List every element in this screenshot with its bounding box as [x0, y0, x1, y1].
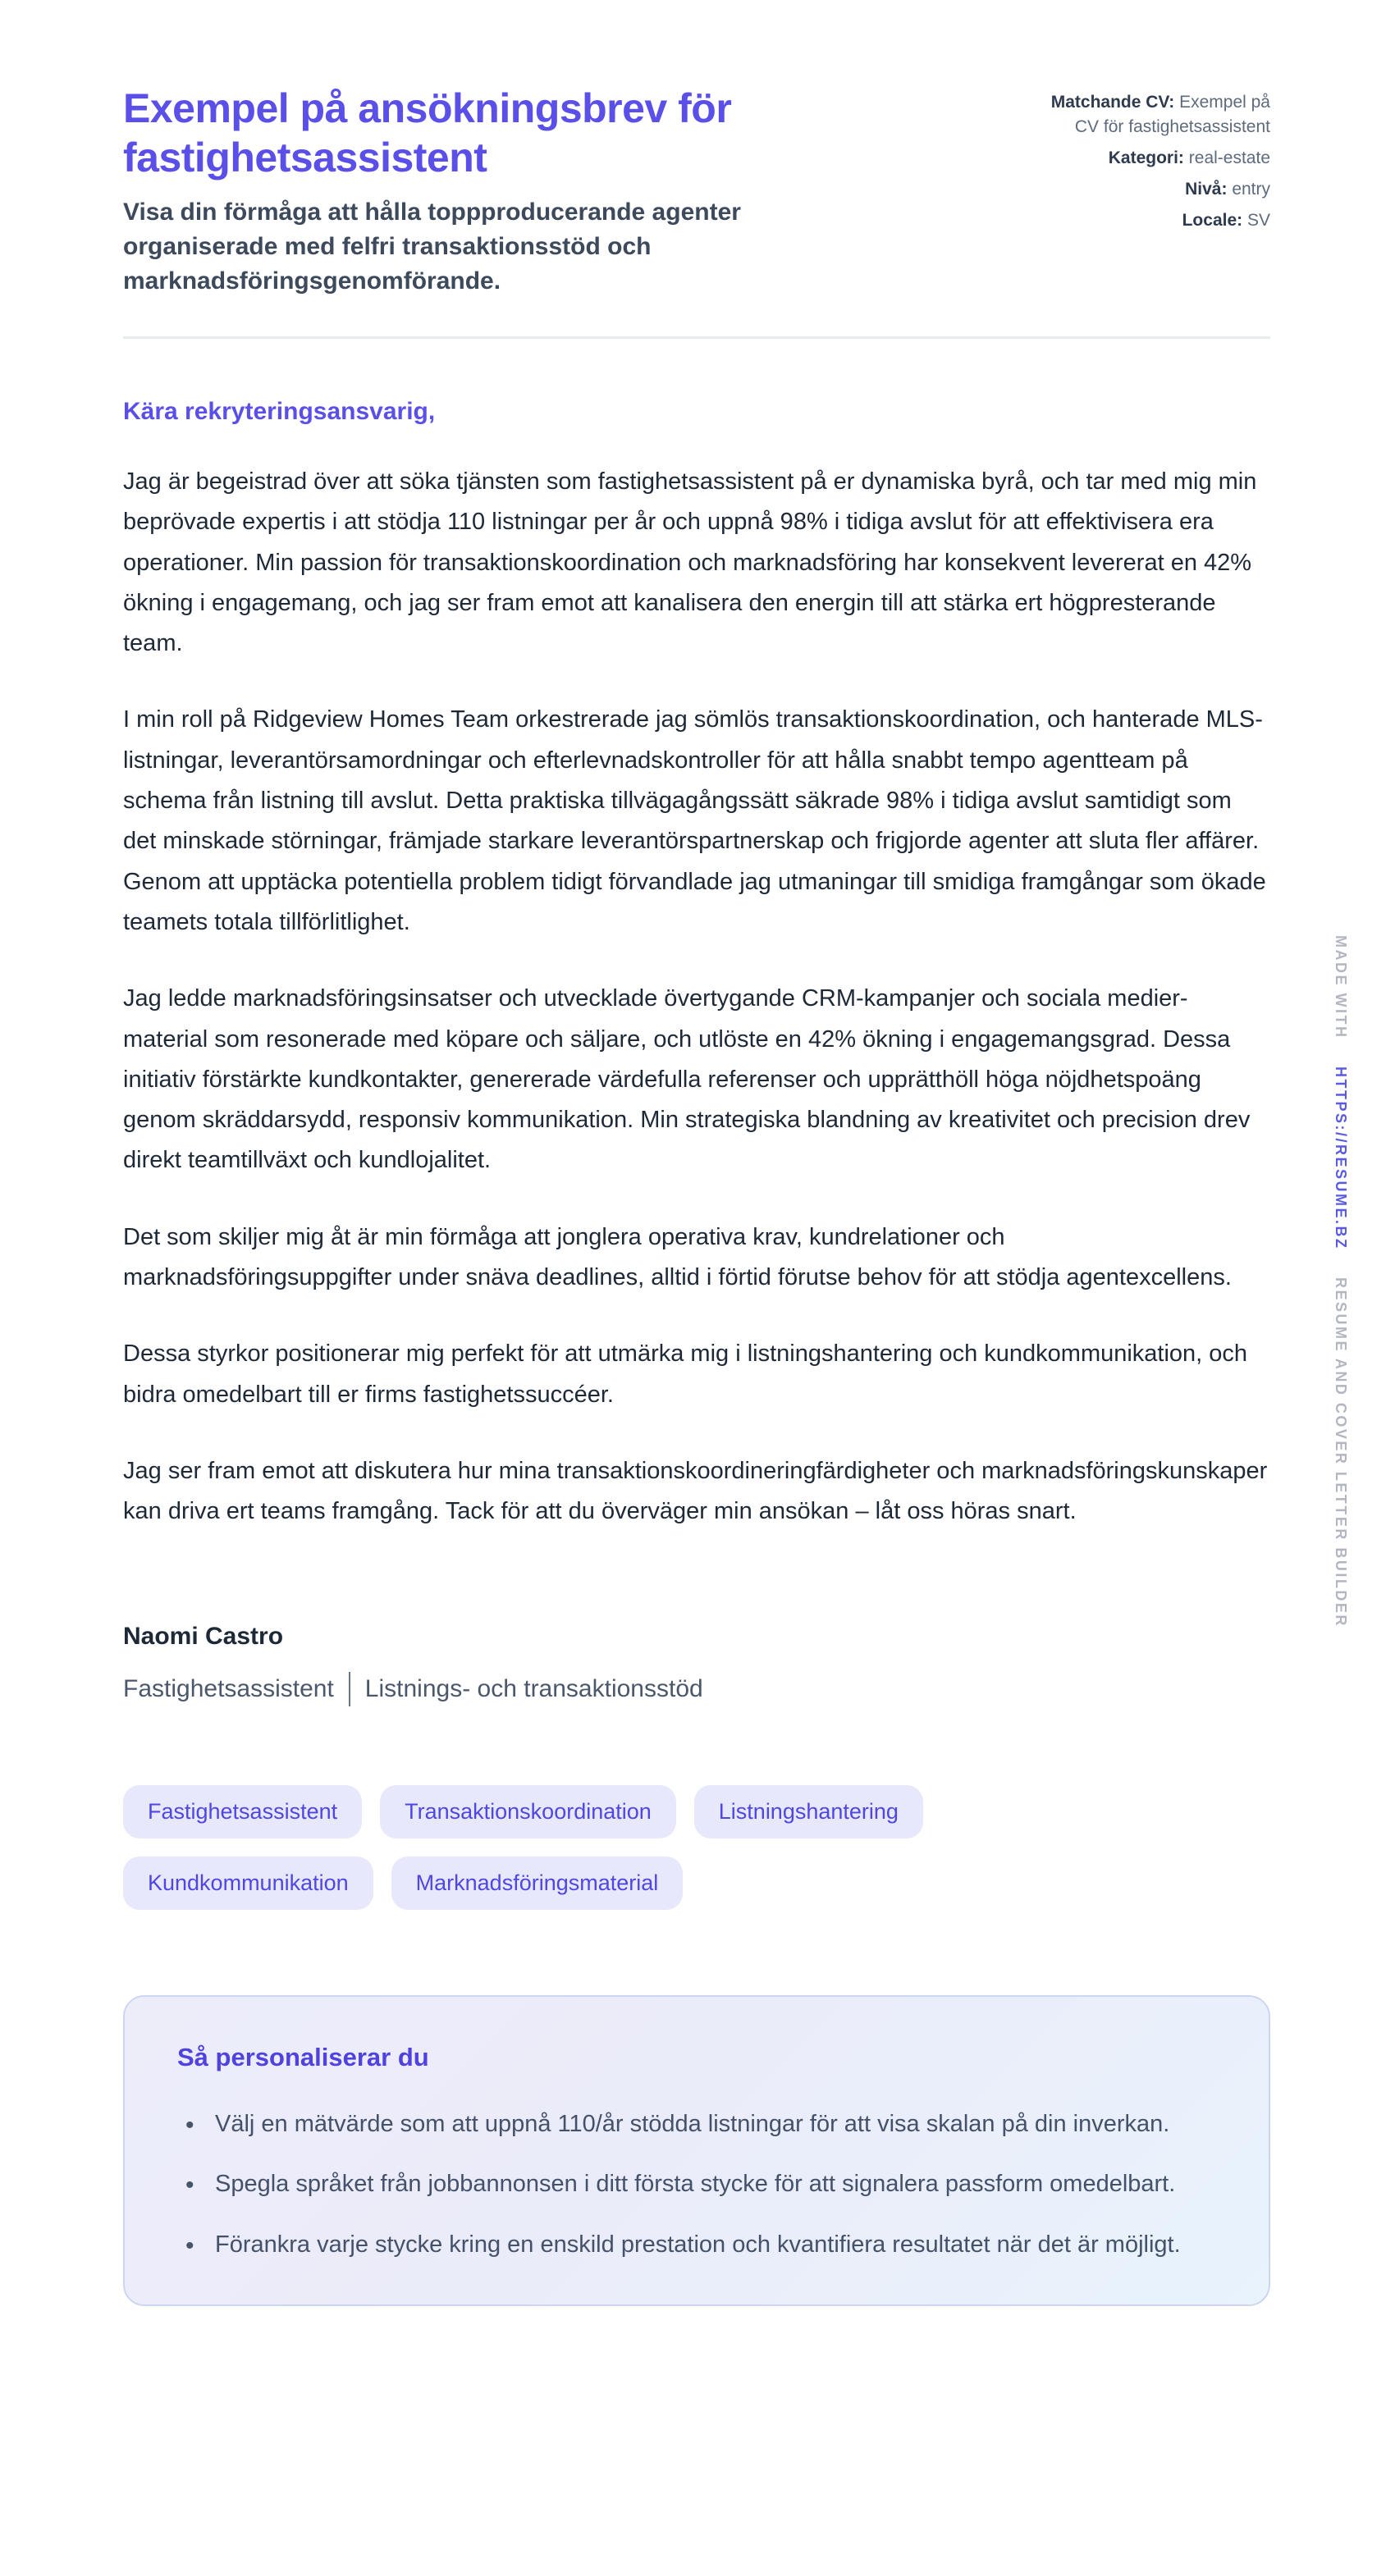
tips-item: • Välj en mätvärde som att uppnå 110/år stödda listningar för att visa skalan på din inverkan.	[177, 2105, 1203, 2144]
signature-name: Naomi Castro	[123, 1622, 284, 1650]
meta-category-value: real-estate	[1188, 148, 1270, 168]
cover-letter-body	[123, 398, 1270, 1706]
letter-paragraph: I min roll på Ridgeview Homes Team orkestrerade jag sömlös transaktionskoordination, och hanterade MLS-listningar, leverantörsamordningar och efterlevnadskontroller för att hålla snabbt tempo agentteam på schema från listning till avslut. Detta praktiska tillvägagångssätt säkrade 98% i tidiga avslut samtidigt som det minskade störningar, främjade starkare leverantörspartnerskap och frigjorde agenter att sluta fler affärer. Genom att upptäcka potentiella problem tidigt förvandlade jag utmaningar till smidiga framgångar som ökade teamets totala tillförlitlighet.	[123, 706, 1266, 935]
signature-role-focus: Listnings- och transaktionsstöd	[364, 1674, 703, 1702]
tips-title: Så personaliserar du	[177, 2042, 429, 2071]
tag-pill: Listningshantering	[694, 1785, 923, 1838]
header-divider	[123, 336, 1270, 339]
meta-level	[1049, 177, 1270, 202]
letter-paragraph: Jag ser fram emot att diskutera hur mina transaktionskoordineringfärdigheter och marknadsföringskunskaper kan driva ert teams framgång. Tack för att du överväger min ansökan – låt oss höras snart.	[123, 1457, 1268, 1525]
tips-item: • Spegla språket från jobbannonsen i ditt första stycke för att signalera passform omedelbart.	[177, 2165, 1203, 2204]
tips-item: • Förankra varje stycke kring en enskild prestation och kvantifiera resultatet när det är möjligt.	[177, 2226, 1203, 2265]
meta-locale	[1049, 208, 1270, 233]
watermark-tagline: RESUME AND COVER LETTER BUILDER	[1333, 1277, 1349, 1628]
letter-greeting: Kära rekryteringsansvarig,	[123, 398, 436, 425]
meta-locale-label: Locale:	[1182, 211, 1243, 231]
meta-level-value: entry	[1232, 180, 1270, 199]
tag-pill: Transaktionskoordination	[380, 1785, 676, 1838]
tag-pill: Fastighetsassistent	[123, 1785, 362, 1838]
meta-level-label: Nivå:	[1185, 180, 1228, 199]
watermark-made-with: MADE WITH	[1333, 935, 1349, 1039]
watermark	[1332, 935, 1349, 1628]
letter-paragraph: Det som skiljer mig åt är min förmåga att jonglera operativa krav, kundrelationer och marknadsföringsuppgifter under snäva deadlines, alltid i förtid förutse behov för att stödja agentexcellens.	[123, 1223, 1232, 1291]
meta-category-label: Kategori:	[1108, 148, 1184, 168]
meta-locale-value: SV	[1246, 211, 1270, 231]
meta-matching-cv-label: Matchande CV:	[1050, 93, 1175, 112]
letter-paragraph: Jag är begeistrad över att söka tjänsten som fastighetsassistent på er dynamiska byrå, och tar med mig min beprövade expertis i att stödja 110 listningar per år och uppnå 98% i tidiga avslut för att effektivisera era operationer. Min passion för transaktionskoordination och marknadsföring har konsekvent levererat en 42% ökning i engagemang, och jag ser fram emot att kanalisera den energin till att stärka ert högpresterande team.	[123, 468, 1257, 657]
meta-category	[1049, 146, 1270, 171]
personalization-tips-card	[123, 1995, 1270, 2307]
meta-panel	[1049, 84, 1270, 240]
signature-role	[123, 1672, 1270, 1706]
meta-matching-cv	[1049, 90, 1270, 139]
header	[123, 84, 1270, 299]
page-subtitle: Visa din förmåga att hålla toppproducerande agenter organiserade med felfri transaktionsstöd och marknadsföringsgenomförande.	[123, 199, 741, 295]
tag-pill: Kundkommunikation	[123, 1857, 373, 1910]
tag-pill: Marknadsföringsmaterial	[391, 1857, 684, 1910]
tips-list	[177, 2105, 1216, 2266]
matching-cv-link[interactable]: Exempel på CV för fastighetsassistent	[1074, 93, 1270, 137]
header-title-block	[123, 84, 845, 299]
letter-paragraph: Jag ledde marknadsföringsinsatser och utvecklade övertygande CRM-kampanjer och sociala medier-material som resonerade med köpare och säljare, och utlöste en 42% ökning i engagemangsgrad. Dessa initiativ förstärkte kundkontakter, genererade värdefulla referenser och upprätthöll höga nöjdhetspoäng genom skräddarsydd, responsiv kommunikation. Min strategiska blandning av kreativitet och precision drev direkt teamtillväxt och kundlojalitet.	[123, 985, 1251, 1174]
page-title: Exempel på ansökningsbrev för fastighetsassistent	[123, 85, 732, 180]
keyword-tags	[123, 1785, 1173, 1910]
letter-paragraph: Dessa styrkor positionerar mig perfekt för att utmärka mig i listningshantering och kundkommunikation, och bidra omedelbart till er firms fastighetssuccéer.	[123, 1341, 1248, 1408]
signature-role-title: Fastighetsassistent	[123, 1674, 334, 1702]
role-divider	[349, 1672, 350, 1706]
watermark-resume-bz-link[interactable]: HTTPS://RESUME.BZ	[1333, 1066, 1349, 1250]
